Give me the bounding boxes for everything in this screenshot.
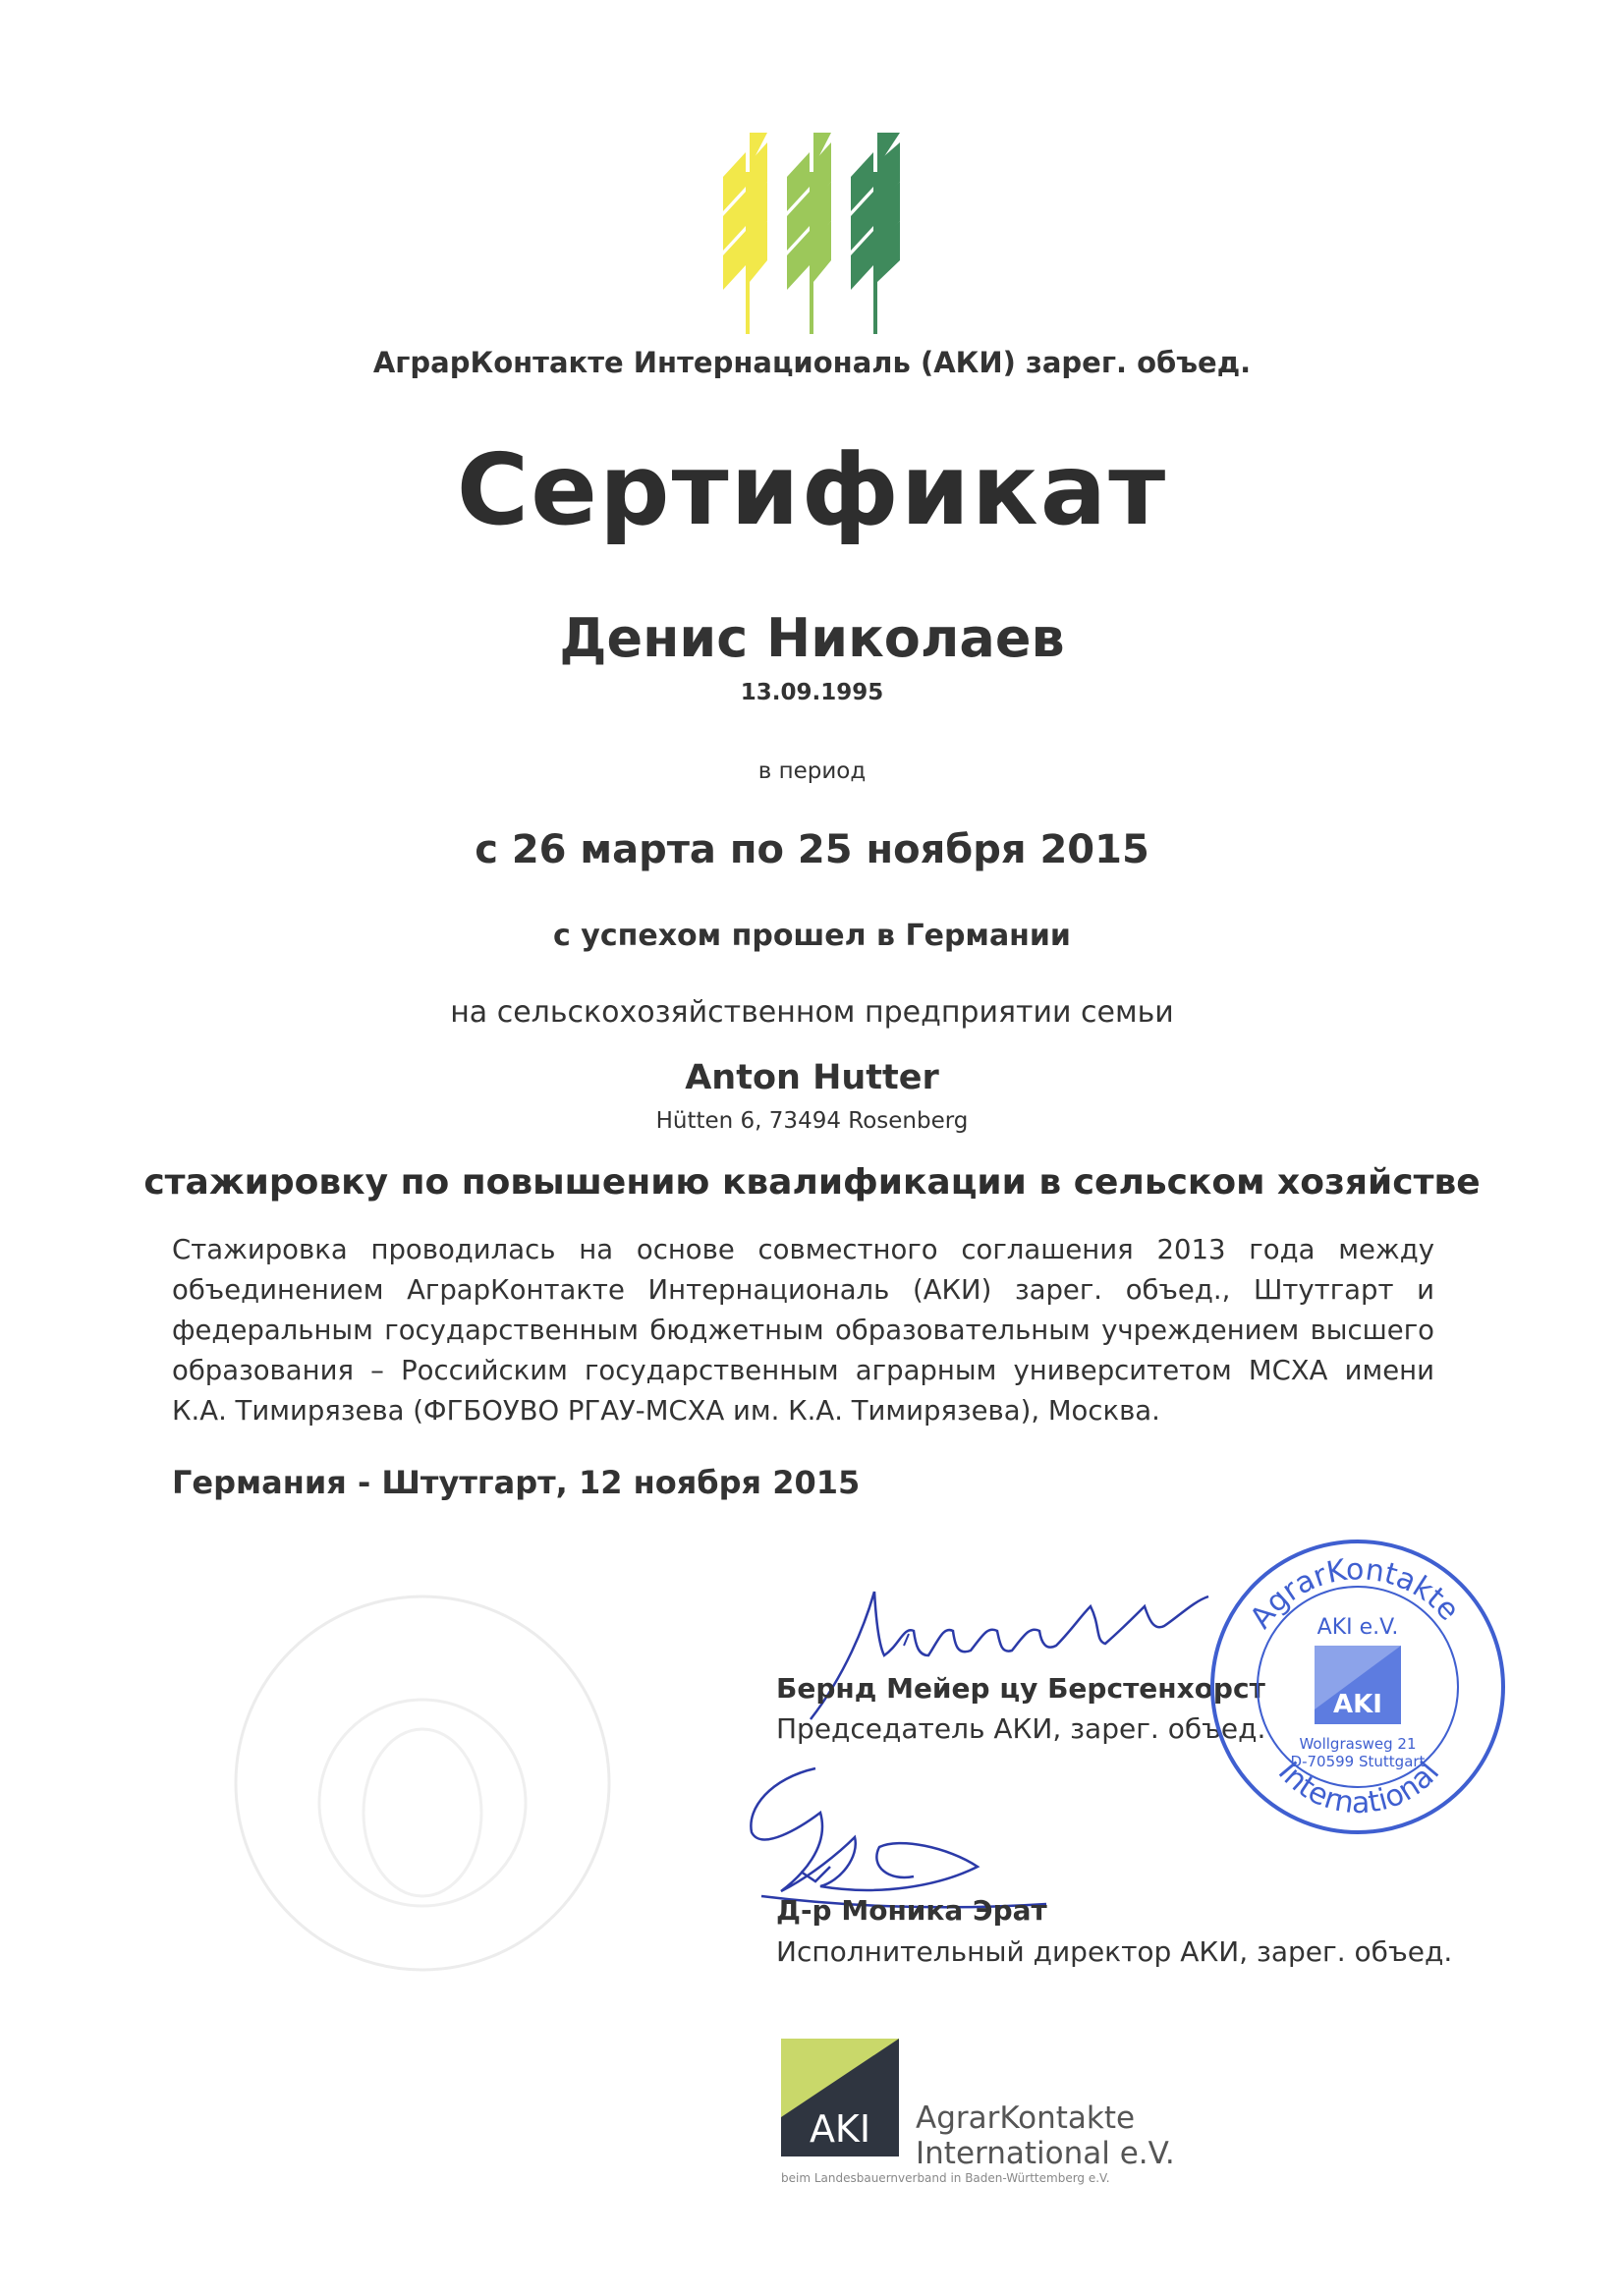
- organization-line: АграрКонтакте Интернациональ (АКИ) зарег. объед.: [372, 346, 1252, 379]
- success-line: с успехом прошел в Германии: [553, 919, 1071, 953]
- signature-2-icon: [742, 1759, 1056, 1916]
- certificate-title: Сертификат: [456, 432, 1168, 547]
- farm-name: Anton Hutter: [685, 1058, 939, 1097]
- period-label: в период: [757, 758, 867, 784]
- brand-name: [916, 2100, 1175, 2171]
- aki-badge-text: AKI: [809, 2107, 871, 2151]
- stamp-top-text: AgrarKontakte: [1243, 1552, 1467, 1636]
- brand-line-2: International e.V.: [916, 2136, 1175, 2171]
- brand-line-1: AgrarKontakte: [916, 2100, 1136, 2136]
- wheat-logo-icon: [713, 133, 910, 334]
- stamp-bottom-text: International: [1270, 1755, 1447, 1821]
- signer-2-role: Исполнительный директор АКИ, зарег. объед.: [776, 1935, 1453, 1968]
- agreement-paragraph: Стажировка проводилась на основе совместного соглашения 2013 года между объединением АграрКонтакте Интернациональ (АКИ) зарег. объед., Штутгарт и федеральным государственным бюджетным образовательным учреждением высшего образования – Российским государственным аграрным университетом МСХА имени К.А. Тимирязева (ФГБОУВО РГАУ-МСХА им. К.А. Тимирязева), Москва.: [172, 1234, 1434, 1427]
- farm-address: Hütten 6, 73494 Rosenberg: [655, 1108, 969, 1134]
- aki-logo-icon: [781, 2039, 909, 2161]
- period-dates: с 26 марта по 25 ноября 2015: [475, 827, 1149, 872]
- embossed-seal-icon: [226, 1577, 619, 1989]
- brand-tagline: beim Landesbauernverband in Baden-Württemberg e.V.: [781, 2171, 1110, 2185]
- recipient-dob: 13.09.1995: [740, 680, 884, 705]
- internship-line: стажировку по повышению квалификации в сельском хозяйстве: [143, 1162, 1481, 1203]
- place-date: Германия - Штутгарт, 12 ноября 2015: [172, 1464, 861, 1501]
- enterprise-line: на сельскохозяйственном предприятии семьи: [450, 995, 1174, 1030]
- stamp-middle-text: AKI e.V.: [1316, 1615, 1399, 1640]
- signer-2-name: Д-р Моника Эрат: [776, 1894, 1047, 1927]
- stamp-street: Wollgrasweg 21: [1299, 1735, 1417, 1753]
- signer-1-name: Бернд Мейер цу Берстенхорст: [776, 1672, 1265, 1705]
- stamp-city: D-70599 Stuttgart: [1290, 1753, 1426, 1770]
- recipient-name: Денис Николаев: [559, 607, 1065, 669]
- signer-1-role: Председатель АКИ, зарег. объед.: [776, 1712, 1266, 1745]
- stamp-badge-text: AKI: [1333, 1690, 1382, 1719]
- stamp-icon: [1208, 1538, 1508, 1837]
